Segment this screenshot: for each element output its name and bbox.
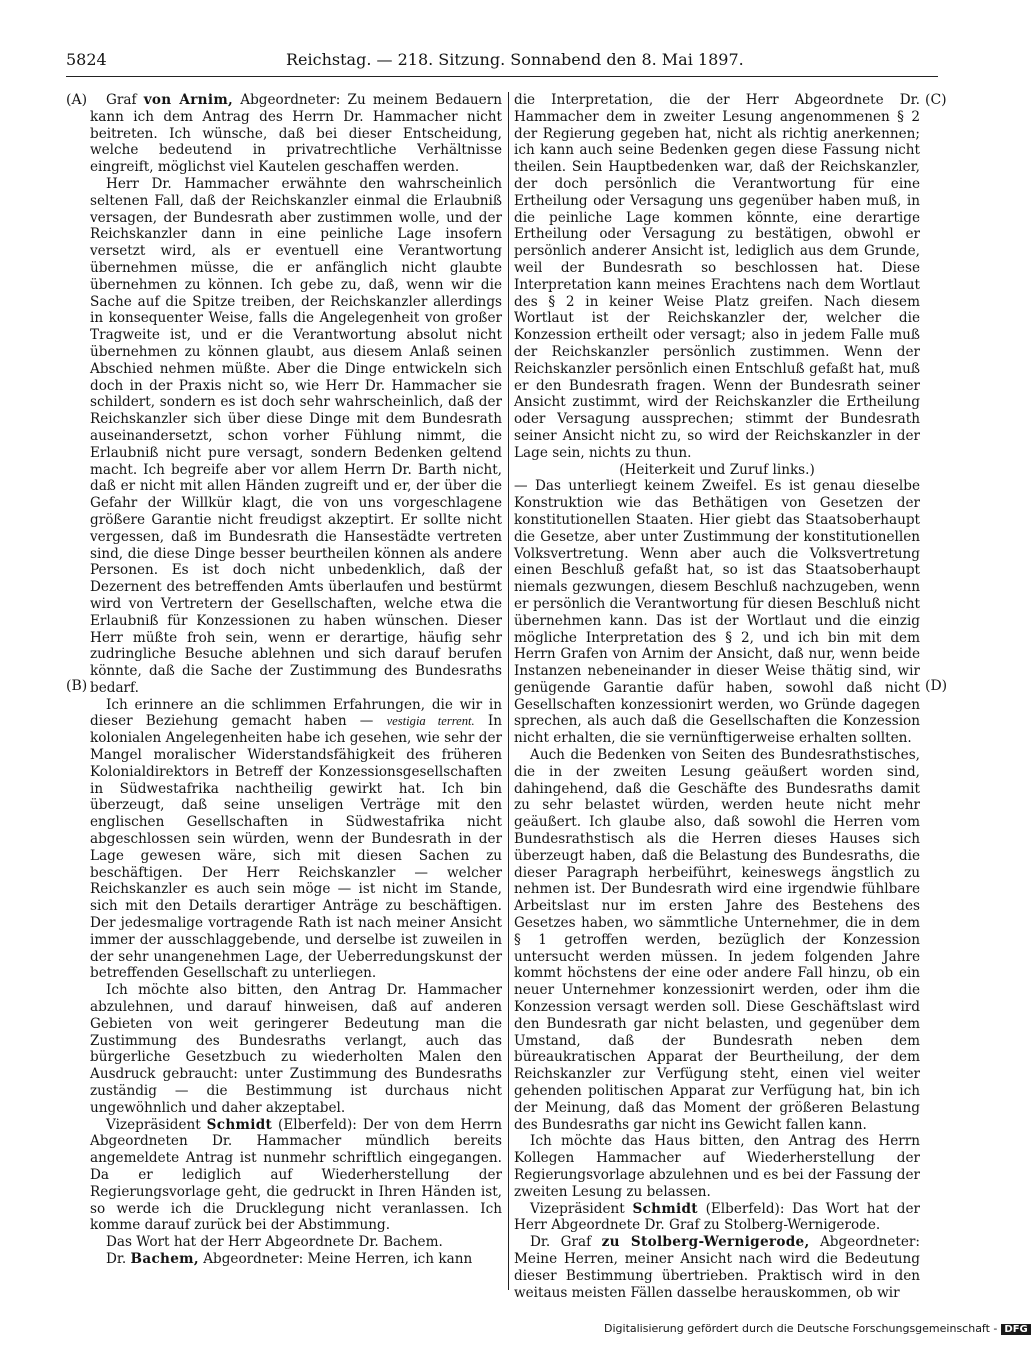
right-column [514, 92, 920, 1301]
header-rule [66, 76, 938, 77]
paragraph: Herr Dr. Hammacher erwähnte den wahrscheinlich seltenen Fall, daß der Reichskanzler einmal die Erlaubniß versagen, der Bundesrath aber zustimmen wolle, und der Reichskanzler dann in eine peinliche Lage insofern versetzt wird, als er eventuell eine Verantwortung übernehmen müsse, die er anfänglich nicht glaubte übernehmen zu können. Ich gebe zu, daß, wenn wir die Sache auf die Spitze treiben, der Reichskanzler allerdings in konsequenter Weise, falls die Angelegenheit von großer Tragweite ist, und er die Verantwortung absolut nicht übernehmen zu können glaubt, aus diesem Anlaß seinen Abschied nehmen müßte. Aber die Dinge entwickeln sich doch in der Praxis nicht so, wie Herr Dr. Hammacher sie schildert, sondern es ist doch sehr wahrscheinlich, daß der Reichskanzler sich über diese Dinge mit dem Bundesrath auseinandersetzt, schon vorher Fühlung nimmt, die Erlaubniß nicht pure versagt, sondern Bedenken geltend macht. Ich begreife aber vor allem Herrn Dr. Barth nicht, daß er nicht mit allen Händen zugreift und er, der über die Gefahr der Willkür klagt, die von uns vorgeschlagene größere Garantie nicht freudigst akzeptirt. Er sollte nicht vergessen, daß im Bundesrath die Hansestädte vertreten sind, die diese Dinge besser beurtheilen können als andere Personen. Es ist doch nicht unbedenklich, daß der Dezernent des betreffenden Amts überlaufen und bestürmt wird von Vertretern der Gesellschaften, welche etwa die Erlaubniß für Konzessionen zu haben wünschen. Dieser Herr müßte froh sein, wenn er derartige, häufig sehr zudringliche Besuche ablehnen und sich darauf berufen könnte, daß die Sache der Zustimmung des Bundesraths bedarf. [90, 175, 502, 696]
latin-quote: vestigia terrent. [386, 714, 475, 729]
margin-marker-b: (B) [66, 678, 88, 694]
paragraph: Ich möchte also bitten, den Antrag Dr. Hammacher abzulehnen, und darauf hinweisen, daß auf anderen Gebieten von weit geringerer Bedeutung man die Zustimmung des Bundesraths verlangt, auch das bürgerliche Gesetzbuch zu wiederholten Malen den Ausdruck gebraucht: unter Zustimmung des Bundesraths zuständig — die Bestimmung ist durchaus nicht ungewöhnlich und daher akzeptabel. [90, 982, 502, 1116]
paragraph: Ich erinnere an die schlimmen Erfahrungen, die wir in dieser Beziehung gemacht haben — vestigia terrent. In kolonialen Angelegenheiten habe ich gesehen, wie sehr der Mangel moralischer Widerstandsfähigkeit des früheren Kolonialdirektors in Betreff der Konzessionsgesellschaften in Südwestafrika nachtheilig gewirkt hat. Ich bin überzeugt, daß seine unseligen Verträge mit den englischen Gesellschaften in Südwestafrika nicht abgeschlossen sein würden, wenn der Bundesrath in der Lage gewesen wäre, sich mit diesen Sachen zu beschäftigen. Der Herr Reichskanzler — welcher Reichskanzler es auch sein möge — ist nicht im Stande, sich mit den Details derartiger Anträge zu beschäftigen. Der jedesmalige vortragende Rath ist nach meiner Ansicht immer der ausschlaggebende, und derselbe ist zuweilen in der sehr unangenehmen Lage, der Ueberredungskunst der betreffenden Gesellschaft zu unterliegen. [90, 696, 502, 982]
speech-arnim: Graf von Arnim, Abgeordneter: Zu meinem Bedauern kann ich dem Antrag des Herrn Dr. Hammacher nicht beitreten. Ich wünsche, daß bei dieser Entscheidung, welche bedeutend in privatrechtliche Verhältnisse eingreift, möglichst viel Kautelen geschaffen werden. [90, 92, 502, 176]
footer-credit: Digitalisierung gefördert durch die Deutsche Forschungsgemeinschaft - [604, 1322, 998, 1335]
page-number: 5824 [66, 50, 107, 69]
speech-schmidt: Vizepräsident Schmidt (Elberfeld): Das Wort hat der Herr Abgeordnete Dr. Graf zu Stolberg-Wernigerode. [514, 1200, 920, 1234]
paragraph: Das Wort hat der Herr Abgeordnete Dr. Bachem. [106, 1234, 443, 1251]
page-header [66, 50, 938, 74]
speaker-name: Schmidt [632, 1200, 698, 1217]
digitization-footer [604, 1322, 1028, 1340]
paragraph: die Interpretation, die der Herr Abgeordnete Dr. Hammacher dem in zweiter Lesung angenommenen § 2 der Regierung gegeben hat, nicht als richtig anerkennen; ich kann auch seine Bedenken gegen diese Fassung nicht theilen. Sein Hauptbedenken war, daß der Reichskanzler, der doch persönlich die Verantwortung für eine Ertheilung oder Versagung uns gegenüber haben muß, in die peinliche Lage kommen könnte, eine derartige Ertheilung oder Versagung zu bestätigen, obwohl er persönlich anderer Ansicht ist, lediglich aus dem Grunde, weil der Bundesrath so beschlossen hat. Diese Interpretation kann meines Erachtens nach dem Wortlaut des § 2 in keiner Weise Platz greifen. Nach diesem Wortlaut ist der Reichskanzler der, welcher die Konzession ertheilt oder versagt; also in jedem Falle muß der Reichskanzler persönlich zustimmen. Wenn der Reichskanzler persönlich einen Entschluß gefaßt hat, muß er den Bundesrath fragen. Wenn der Bundesrath seiner Ansicht zustimmt, wird der Reichskanzler die Ertheilung oder Versagung aussprechen; stimmt der Bundesrath seiner Ansicht nicht zu, so wird der Reichskanzler in der Lage sein, nichts zu thun. [514, 92, 920, 461]
running-title: Reichstag. — 218. Sitzung. Sonnabend den 8. Mai 1897. [286, 50, 744, 69]
speaker-name: Schmidt [206, 1116, 273, 1133]
interjection: (Heiterkeit und Zuruf links.) [619, 461, 815, 478]
column-rule [508, 92, 509, 1290]
speaker-name: von Arnim, [143, 92, 234, 108]
paragraph: Ich möchte das Haus bitten, den Antrag des Herrn Kollegen Hammacher auf Wiederherstellung der Regierungsvorlage abzulehnen und es bei der Fassung der zweiten Lesung zu belassen. [514, 1133, 920, 1200]
paragraph: Auch die Bedenken von Seiten des Bundesrathstisches, die in der zweiten Lesung geäußert worden sind, dahingehend, daß die Geschäfte des Bundesraths damit zu sehr belastet würden, werden heute nicht mehr geäußert. Ich glaube also, daß sowohl die Herren vom Bundesrathstisch als die Herren dieses Hauses sich überzeugt haben, daß die Belastung des Bundesraths, die dieser Paragraph herbeiführt, keineswegs ängstlich zu nehmen ist. Der Bundesrath wird eine irgendwie fühlbare Arbeitslast nur im ersten Jahre des Bestehens des Gesetzes haben, wo sämmtliche Unternehmer, die in dem § 1 getroffen werden, bezüglich der Konzession untersucht werden müssen. In jedem folgenden Jahre kommt höchstens der eine oder andere Fall hinzu, ob ein neuer Unternehmer konzessionirt werden, oder ihm die Konzession versagt werden soll. Diese Geschäftslast wird den Bundesrath gar nicht belasten, und gegenüber dem Umstand, daß der Bundesrath neben dem büreaukratischen Apparat der Beurtheilung, der dem Reichskanzler zur Verfügung steht, einen viel weiter gehenden politischen Apparat zur Verfügung hat, bin ich der Meinung, daß das Moment der größeren Belastung des Bundesraths gar nicht ins Gewicht fallen kann. [514, 747, 920, 1133]
speaker-name: zu Stolberg-Wernigerode, [601, 1234, 810, 1251]
margin-marker-c: (C) [925, 92, 947, 108]
margin-marker-d: (D) [925, 678, 948, 694]
speech-schmidt: Vizepräsident Schmidt (Elberfeld): Der von dem Herrn Abgeordneten Dr. Hammacher mündlich bereits angemeldete Antrag ist nunmehr schriftlich eingegangen. Da er lediglich auf Wiederherstellung der Regierungsvorlage geht, die gedruckt in Ihren Händen ist, so werde ich die Drucklegung nicht veranlassen. Ich komme darauf zurück bei der Abstimmung. [90, 1116, 502, 1234]
margin-marker-a: (A) [66, 92, 88, 108]
speech-bachem: Dr. Bachem, Abgeordneter: Meine Herren, ich kann [106, 1250, 473, 1267]
speaker-name: Bachem, [130, 1250, 199, 1267]
paragraph: — Das unterliegt keinem Zweifel. Es ist genau dieselbe Konstruktion wie das Bethätigen von Gesetzen der konstitutionellen Staaten. Hier giebt das Staatsoberhaupt die Gesetze, aber unter Zustimmung der konstitutionellen Volksvertretung. Wenn aber auch die Volksvertretung einen Beschluß gefaßt hat, so ist das Staatsoberhaupt niemals gezwungen, diesem Beschluß nachzugeben, wenn er persönlich die Verantwortung für diesen Beschluß nicht übernehmen kann. Das ist der Wortlaut und die einzig mögliche Interpretation des § 2, und ich bin mit dem Herrn Grafen von Arnim der Ansicht, daß nur, wenn beide Instanzen nebeneinander in dieser Weise thätig sind, wir genügende Garantie dafür haben, sowohl daß nicht Gesellschaften konzessionirt werden, wo Gründe dagegen sprechen, als auch daß die Gesellschaften die Konzession nicht erhalten, die sie vernünftigerweise erhalten sollten. [514, 478, 920, 747]
left-column [90, 92, 502, 1292]
dfg-logo: DFG [1001, 1324, 1030, 1335]
speech-stolberg: Dr. Graf zu Stolberg-Wernigerode, Abgeordneter: Meine Herren, meiner Ansicht nach wird die Bedeutung dieser Bestimmung übertrieben. Praktisch wird in den weitaus meisten Fällen dasselbe herauskommen, ob wir [514, 1234, 920, 1301]
